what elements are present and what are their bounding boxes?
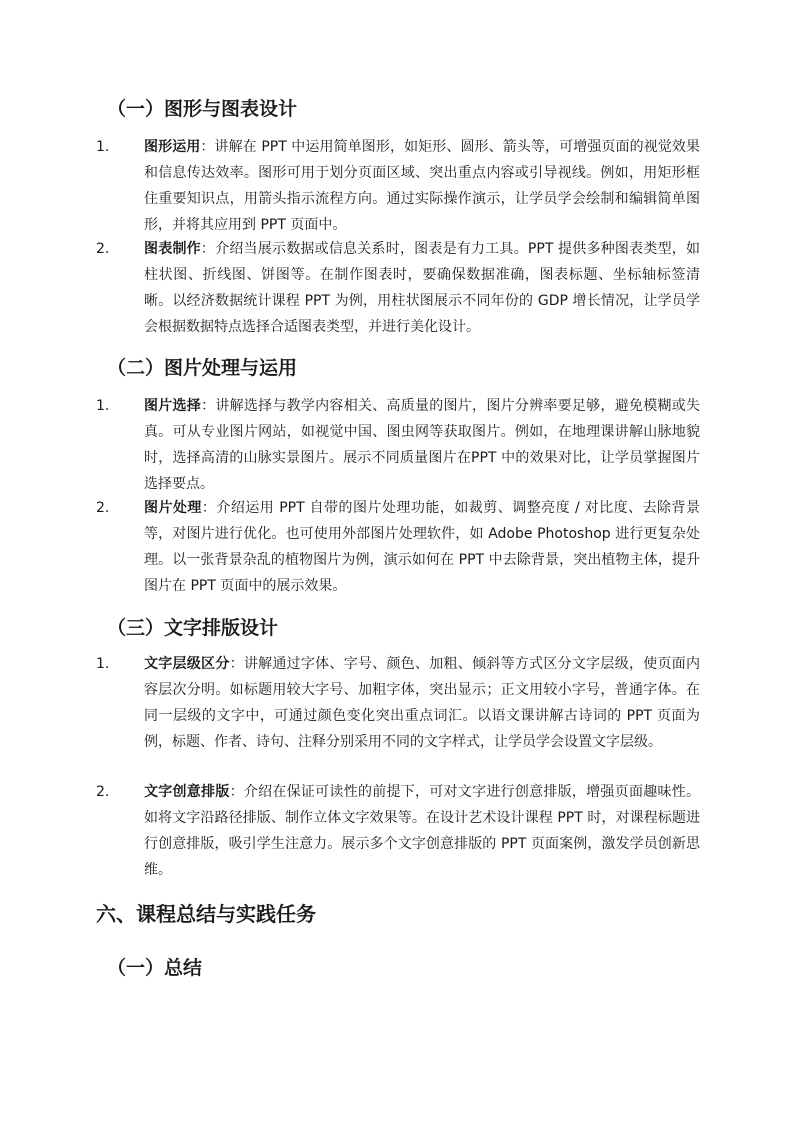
list-item-body [144, 236, 700, 340]
list-number: 1. [96, 139, 110, 155]
list-number: 2. [96, 241, 110, 257]
item-label: 文字层级区分 [144, 656, 230, 672]
list-item [96, 495, 706, 599]
list-number: 1. [96, 398, 110, 414]
item-label: 图片选择 [144, 398, 202, 414]
list-item-body [144, 134, 700, 238]
list-item [96, 779, 706, 883]
item-label: 图表制作 [144, 241, 201, 257]
list-number: 2. [96, 784, 110, 800]
item-text: ：讲解选择与教学内容相关、高质量的图片，图片分辨率要足够，避免模糊或失真。可从专业图片网站，如视觉中国、图虫网等获取图片。例如，在地理课讲解山脉地貌时，选择高清的山脉实景图片。展示不同质量图片在PPT 中的效果对比，让学员掌握图片选择要点。 [144, 398, 701, 492]
list-item [96, 134, 706, 238]
list-number: 2. [96, 500, 110, 516]
list-item-body [144, 393, 700, 497]
item-label: 图形运用 [144, 139, 201, 155]
section-heading: （一）总结 [107, 957, 203, 979]
item-label: 图片处理 [144, 500, 202, 516]
list-item [96, 236, 706, 340]
list-item [96, 393, 706, 497]
item-text: ：讲解通过字体、字号、颜色、加粗、倾斜等方式区分文字层级，使页面内容层次分明。如标题用较大字号、加粗字体，突出显示；正文用较小字号，普通字体。在同一层级的文字中，可通过颜色变化突出重点词汇。以语文课讲解古诗词的 PPT 页面为例，标题、作者、诗句、注释分别采用不同的文字样式，让学员学会设置文字层级。 [144, 656, 701, 750]
item-text: ：介绍当展示数据或信息关系时，图表是有力工具。PPT 提供多种图表类型，如柱状图、折线图、饼图等。在制作图表时，要确保数据准确，图表标题、坐标轴标签清晰。以经济数据统计课程 PPT 为例，用柱状图展示不同年份的 GDP 增长情况，让学员学会根据数据特点选择合适图表类型，并进行美化设计。 [144, 241, 701, 335]
item-text: ：介绍运用 PPT 自带的图片处理功能，如裁剪、调整亮度 / 对比度、去除背景等，对图片进行优化。也可使用外部图片处理软件，如 Adobe Photoshop 进行更复杂处理。以一张背景杂乱的植物图片为例，演示如何在 PPT 中去除背景，突出植物主体，提升图片在 PPT 页面中的展示效果。 [144, 500, 701, 594]
section-heading: （三）文字排版设计 [107, 617, 279, 639]
section-heading: （二）图片处理与运用 [107, 357, 298, 379]
item-label: 文字创意排版 [144, 784, 230, 800]
list-item [96, 651, 706, 755]
list-item-body [144, 779, 700, 883]
item-text: ：介绍在保证可读性的前提下，可对文字进行创意排版，增强页面趣味性。如将文字沿路径排版、制作立体文字效果等。在设计艺术设计课程 PPT 时，对课程标题进行创意排版，吸引学生注意力。展示多个文字创意排版的 PPT 页面案例，激发学员创新思维。 [144, 784, 701, 878]
list-number: 1. [96, 656, 110, 672]
list-item-body [144, 495, 700, 599]
list-item-body [144, 651, 700, 755]
item-text: ：讲解在 PPT 中运用简单图形，如矩形、圆形、箭头等，可增强页面的视觉效果和信息传达效率。图形可用于划分页面区域、突出重点内容或引导视线。例如，用矩形框住重要知识点，用箭头指示流程方向。通过实际操作演示，让学员学会绘制和编辑简单图形，并将其应用到 PPT 页面中。 [144, 139, 700, 233]
chapter-heading: 六、课程总结与实践任务 [96, 902, 316, 926]
section-heading: （一）图形与图表设计 [107, 98, 298, 120]
